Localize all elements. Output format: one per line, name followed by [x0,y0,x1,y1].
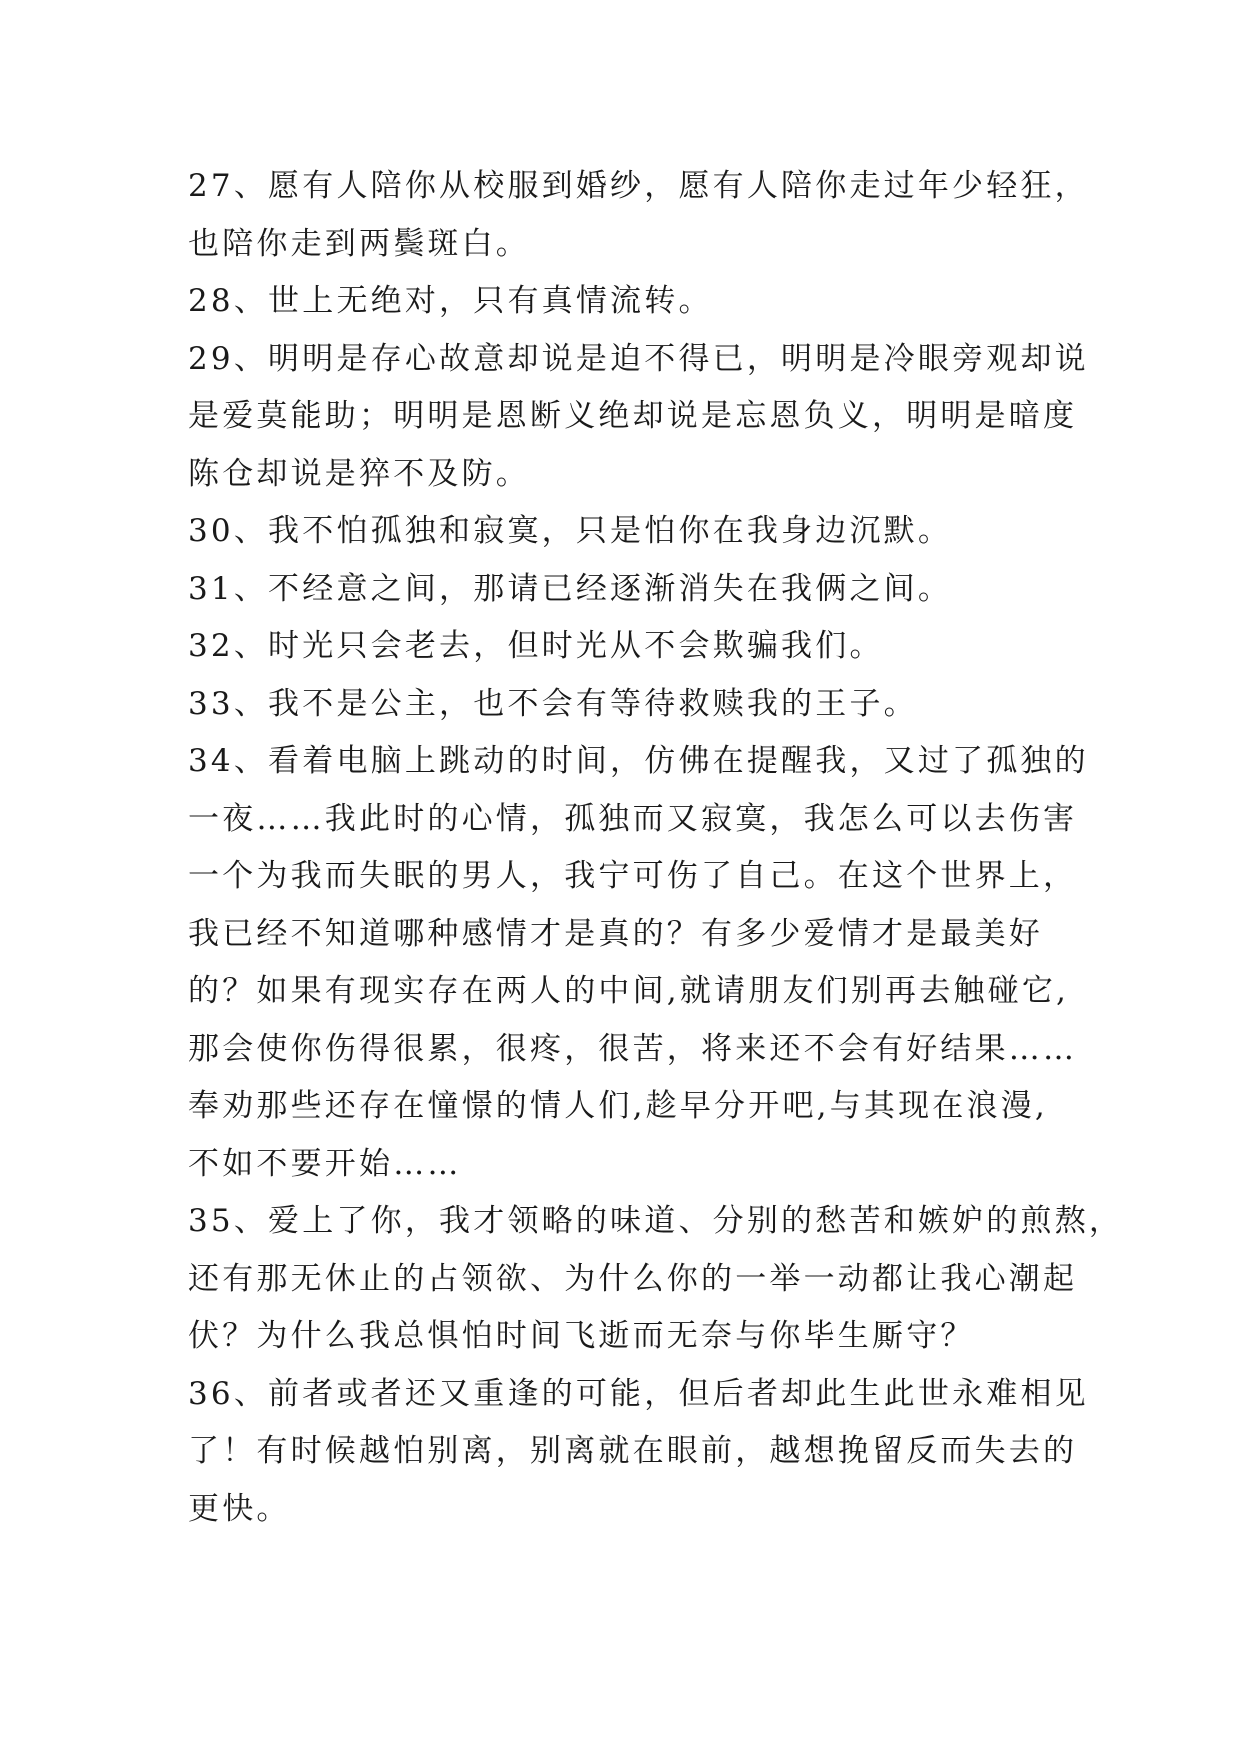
text-line: 31、不经意之间，那请已经逐渐消失在我俩之间。 [188,570,953,607]
text-line: 30、我不怕孤独和寂寞，只是怕你在我身边沉默。 [188,513,953,549]
document-body [188,158,1124,1538]
text-line: 还有那无休止的占领欲、为什么你的一举一动都让我心潮起 [188,1260,1078,1297]
text-line: 不如不要开始…… [188,1145,462,1182]
text-line: 36、前者或者还又重逢的可能，但后者却此生此世永难相见 [188,1375,1089,1412]
text-line: 那会使你伤得很累，很疼，很苦，将来还不会有好结果…… [188,1030,1078,1067]
text-line: 是爱莫能助；明明是恩断义绝却说是忘恩负义，明明是暗度 [188,398,1078,434]
text-line: 32、时光只会老去，但时光从不会欺骗我们。 [188,628,884,664]
text-line: 伏？为什么我总惧怕时间飞逝而无奈与你毕生厮守？ [188,1318,975,1354]
text-line: 33、我不是公主，也不会有等待救赎我的王子。 [188,685,918,722]
text-line: 我已经不知道哪种感情才是真的？有多少爱情才是最美好 [188,915,1043,952]
text-line: 的？如果有现实存在两人的中间,就请朋友们别再去触碰它, [188,973,1070,1009]
text-line: 奉劝那些还存在憧憬的情人们,趁早分开吧,与其现在浪漫, [188,1088,1048,1124]
text-line: 27、愿有人陪你从校服到婚纱，愿有人陪你走过年少轻狂， [188,168,1089,204]
text-line: 一个为我而失眠的男人，我宁可伤了自己。在这个世界上， [188,858,1078,894]
text-line: 了！有时候越怕别离，别离就在眼前，越想挽留反而失去的 [188,1433,1078,1469]
text-line: 一夜……我此时的心情，孤独而又寂寞，我怎么可以去伤害 [188,800,1078,837]
text-line: 29、明明是存心故意却说是迫不得已，明明是冷眼旁观却说 [188,340,1089,377]
text-line: 更快。 [188,1490,291,1527]
text-line: 35、爱上了你，我才领略的味道、分别的愁苦和嫉妒的煎熬， [188,1203,1124,1239]
text-line: 陈仓却说是猝不及防。 [188,455,530,492]
text-line: 34、看着电脑上跳动的时间，仿佛在提醒我，又过了孤独的 [188,743,1089,779]
text-line: 也陪你走到两鬓斑白。 [188,225,530,262]
text-line: 28、世上无绝对，只有真情流转。 [188,283,713,319]
